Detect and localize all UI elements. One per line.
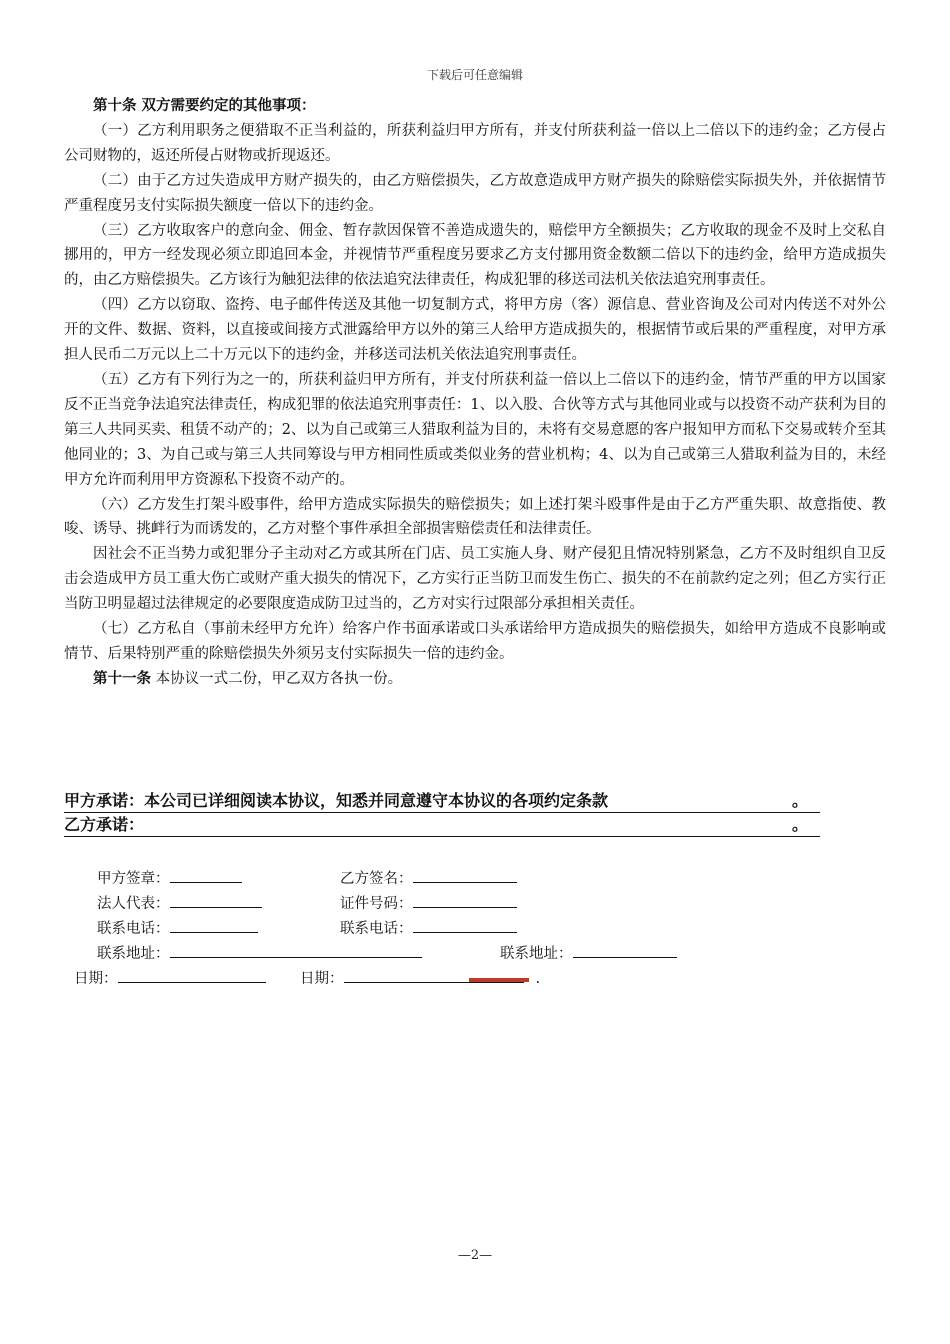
party-a-phone-line[interactable] xyxy=(170,916,258,933)
article-11-text: 本协议一式二份，甲乙双方各执一份。 xyxy=(151,670,403,687)
article-10-title: 第十条 双方需要约定的其他事项： xyxy=(93,97,316,114)
date-trailing-mark: . xyxy=(535,971,541,987)
party-b-id-field: 证件号码： xyxy=(340,891,517,914)
party-a-commitment-text: 甲方承诺：本公司已详细阅读本协议，知悉并同意遵守本协议的各项约定条款 xyxy=(64,791,609,810)
party-b-address-line[interactable] xyxy=(573,941,677,958)
page-number: —2— xyxy=(457,1248,493,1263)
party-b-commitment-end: 。 xyxy=(791,815,808,834)
header-note: 下载后可任意编辑 xyxy=(426,68,523,82)
document-body xyxy=(64,94,886,692)
red-stamp-mark xyxy=(469,978,529,982)
party-a-date-line[interactable] xyxy=(118,966,266,983)
party-a-rep-line[interactable] xyxy=(170,891,262,908)
party-b-sign-field: 乙方签名： xyxy=(340,866,517,889)
party-a-rep-field: 法人代表： xyxy=(97,891,262,914)
party-b-phone-line[interactable] xyxy=(413,916,517,933)
party-b-date-field: 日期： . xyxy=(300,966,540,989)
article-10-item: （三）乙方收取客户的意向金、佣金、暂存款因保管不善造成遗失的，赔偿甲方全额损失；乙方收取的现金不及时上交私自挪用的，甲方一经发现必须立即追回本金，并视情节严重程度另要求乙方支付挪用资金数额二倍以下的违约金，给甲方造成损失的，由乙方赔偿损失。乙方该行为触犯法律的依法追究法律责任，构成犯罪的移送司法机关依法追究刑事责任。 xyxy=(64,222,886,289)
article-10-item: （六）乙方发生打架斗殴事件，给甲方造成实际损失的赔偿损失；如上述打架斗殴事件是由于乙方严重失职、故意指使、教唆、诱导、挑衅行为而诱发的，乙方对整个事件承担全部损害赔偿责任和法律责任。 xyxy=(64,496,886,538)
party-b-sign-line[interactable] xyxy=(413,866,517,883)
party-b-address-field: 联系地址： xyxy=(500,941,677,964)
article-10-item: （四）乙方以窃取、盗挎、电子邮件传送及其他一切复制方式，将甲方房（客）源信息、营业咨询及公司对内传送不对外公开的文件、数据、资料，以直接或间接方式泄露给甲方以外的第三人给甲方造成损失的，根据情节或后果的严重程度，对甲方承担人民币二万元以上二十万元以下的违约金，并移送司法机关依法追究刑事责任。 xyxy=(64,297,886,364)
party-a-seal-line[interactable] xyxy=(170,866,242,883)
party-a-seal-field: 甲方签章： xyxy=(97,866,242,889)
article-10-item: （二）由于乙方过失造成甲方财产损失的，由乙方赔偿损失，乙方故意造成甲方财产损失的除赔偿实际损失外，并依据情节严重程度另支付实际损失额度一倍以下的违约金。 xyxy=(64,172,886,214)
article-10-item: （七）乙方私自（事前未经甲方允许）给客户作书面承诺或口头承诺给甲方造成损失的赔偿损失，如给甲方造成不良影响或情节、后果特别严重的除赔偿损失外须另支付实际损失一倍的违约金。 xyxy=(64,621,886,662)
party-a-commitment xyxy=(64,790,820,813)
party-b-id-line[interactable] xyxy=(413,891,517,908)
article-10-item: 因社会不正当势力或犯罪分子主动对乙方或其所在门店、员工实施人身、财产侵犯且情况特别紧急，乙方不及时组织自卫反击会造成甲方员工重大伤亡或财产重大损失的情况下，乙方实行正当防卫而发生伤亡、损失的不在前款约定之列；但乙方实行正当防卫明显超过法律规定的必要限度造成防卫过当的，乙方对实行过限部分承担相关责任。 xyxy=(64,546,886,613)
party-a-commitment-end: 。 xyxy=(791,791,808,810)
party-a-address-line[interactable] xyxy=(170,941,422,958)
party-b-commitment xyxy=(64,814,820,837)
article-10-item: （一）乙方利用职务之便猎取不正当利益的，所获利益归甲方所有，并支付所获利益一倍以上二倍以下的违约金；乙方侵占公司财物的，返还所侵占财物或折现返还。 xyxy=(64,122,886,164)
party-b-commitment-text: 乙方承诺： xyxy=(64,815,145,834)
party-a-address-field: 联系地址： xyxy=(97,941,422,964)
party-a-date-field: 日期： xyxy=(74,966,266,989)
article-10-item: （五）乙方有下列行为之一的，所获利益归甲方所有，并支付所获利益一倍以上二倍以下的违约金，情节严重的甲方以国家反不正当竞争法追究法律责任，构成犯罪的依法追究刑事责任：1、以入股、合伙等方式与其他同业或与以投资不动产获利为目的第三人共同买卖、租赁不动产的；2、以为自己或第三人猎取利益为目的，未将有交易意愿的客户报知甲方而私下交易或转介至其他同业的；3、为自己或与第三人共同筹设与甲方相同性质或类似业务的营业机构；4、以为自己或第三人猎取利益为目的，未经甲方允许而利用甲方资源私下投资不动产的。 xyxy=(64,371,886,488)
party-a-phone-field: 联系电话： xyxy=(97,916,258,939)
article-11 xyxy=(64,667,886,692)
party-b-phone-field: 联系电话： xyxy=(340,916,517,939)
article-11-title: 第十一条 xyxy=(93,669,151,687)
